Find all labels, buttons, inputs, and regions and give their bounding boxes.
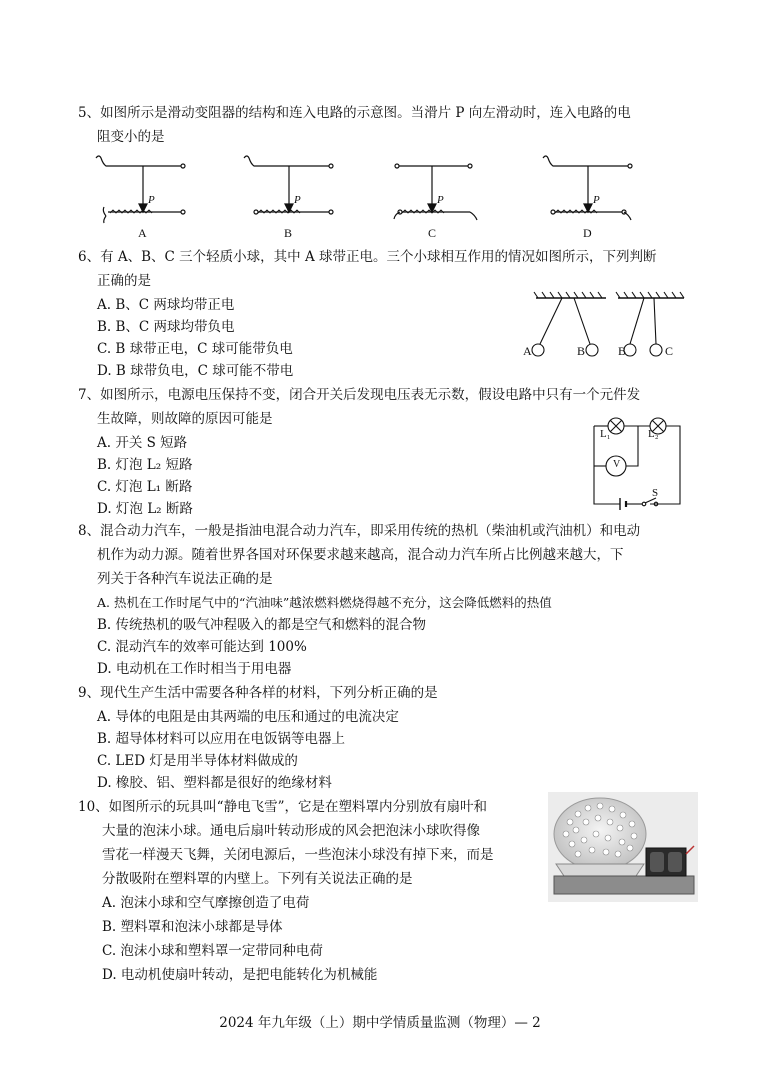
q5-label-c: C [428, 226, 437, 240]
q6-option-c: C. B 球带正电，C 球可能带负电 [97, 341, 293, 357]
q9-option-c: C. LED 灯是用半导体材料做成的 [97, 753, 298, 769]
q5-a-p: P [148, 194, 155, 206]
q8-option-b: B. 传统热机的吸气冲程吸入的都是空气和燃料的混合物 [97, 617, 427, 633]
q10-option-a: A. 泡沫小球和空气摩擦创造了电荷 [102, 895, 310, 911]
q10-line1: 10、如图所示的玩具叫“静电飞雪”，它是在塑料罩内分别放有扇叶和 [78, 799, 487, 815]
q8-option-d: D. 电动机在工作时相当于用电器 [97, 661, 292, 677]
q5-d-p: P [593, 194, 600, 206]
q7-l1-label: L₁ [600, 428, 611, 440]
rheostat-c [394, 164, 477, 220]
q10-line2: 大量的泡沫小球。通电后扇叶转动形成的风会把泡沫小球吹得像 [102, 823, 480, 839]
q6-ball-c: C [665, 344, 674, 358]
q10-static-snow-toy-photo [548, 792, 698, 902]
q10-line3: 雪花一样漫天飞舞，关闭电源后，一些泡沫小球没有掉下来，而是 [102, 847, 494, 863]
q8-line2: 机作为动力源。随着世界各国对环保要求越来越高，混合动力汽车所占比例越来越大，下 [97, 547, 624, 563]
rheostat-a [96, 156, 185, 223]
q5-b-p: P [294, 194, 301, 206]
q10-option-b: B. 塑料罩和泡沫小球都是导体 [102, 919, 283, 935]
q5-rheostat-figures [0, 150, 760, 250]
q7-line1: 7、如图所示，电源电压保持不变，闭合开关后发现电压表无示数，假设电路中只有一个元件发 [78, 387, 641, 403]
page-footer: 2024 年九年级（上）期中学情质量监测（物理）— 2 [219, 1015, 541, 1031]
rheostat-b [244, 156, 333, 214]
rheostat-d [543, 156, 632, 220]
q6-option-a: A. B、C 两球均带正电 [97, 297, 235, 313]
q5-label-b: B [284, 226, 293, 240]
q9-option-d: D. 橡胶、铝、塑料都是很好的绝缘材料 [97, 775, 332, 791]
q6-ball-b1: B [577, 344, 586, 358]
q7-line2: 生故障，则故障的原因可能是 [97, 411, 273, 427]
q6-line1: 6、有 A、B、C 三个轻质小球，其中 A 球带正电。三个小球相互作用的情况如图所示，下列判断 [78, 249, 657, 265]
q6-ball-a: A [523, 344, 532, 358]
q7-option-d: D. 灯泡 L₂ 断路 [97, 501, 193, 517]
q7-voltmeter-label: V [613, 459, 621, 470]
q9-option-a: A. 导体的电阻是由其两端的电压和通过的电流决定 [97, 709, 399, 725]
q7-l2-label: L₂ [648, 428, 659, 440]
q7-switch-label: S [652, 487, 659, 499]
q9-option-b: B. 超导体材料可以应用在电饭锅等电器上 [97, 731, 346, 747]
q5-line1: 5、如图所示是滑动变阻器的结构和连入电路的示意图。当滑片 P 向左滑动时，连入电路的电 [78, 105, 631, 121]
q5-line2: 阻变小的是 [97, 129, 165, 145]
q8-option-a: A. 热机在工作时尾气中的“汽油味”越浓燃料燃烧得越不充分，这会降低燃料的热值 [97, 595, 552, 610]
q5-label-a: A [138, 226, 147, 240]
q8-line1: 8、混合动力汽车，一般是指油电混合动力汽车，即采用传统的热机（柴油机或汽油机）和电动 [78, 523, 641, 539]
q10-option-d: D. 电动机使扇叶转动，是把电能转化为机械能 [102, 967, 378, 983]
q6-ball-b2: B [618, 344, 627, 358]
q8-line3: 列关于各种汽车说法正确的是 [97, 571, 273, 587]
q6-option-d: D. B 球带负电，C 球可能不带电 [97, 363, 294, 379]
q5-label-d: D [583, 226, 592, 240]
q5-c-p: P [437, 194, 444, 206]
q7-option-a: A. 开关 S 短路 [97, 435, 188, 451]
q7-option-c: C. 灯泡 L₁ 断路 [97, 479, 193, 495]
q10-option-c: C. 泡沫小球和塑料罩一定带同种电荷 [102, 943, 323, 959]
q7-option-b: B. 灯泡 L₂ 短路 [97, 457, 193, 473]
q6-line2: 正确的是 [97, 273, 151, 289]
q10-line4: 分散吸附在塑料罩的内壁上。下列有关说法正确的是 [102, 871, 413, 887]
q6-option-b: B. B、C 两球均带负电 [97, 319, 235, 335]
q9-line1: 9、现代生产生活中需要各种各样的材料，下列分析正确的是 [78, 685, 438, 701]
q8-option-c: C. 混动汽车的效率可能达到 100% [97, 639, 307, 655]
